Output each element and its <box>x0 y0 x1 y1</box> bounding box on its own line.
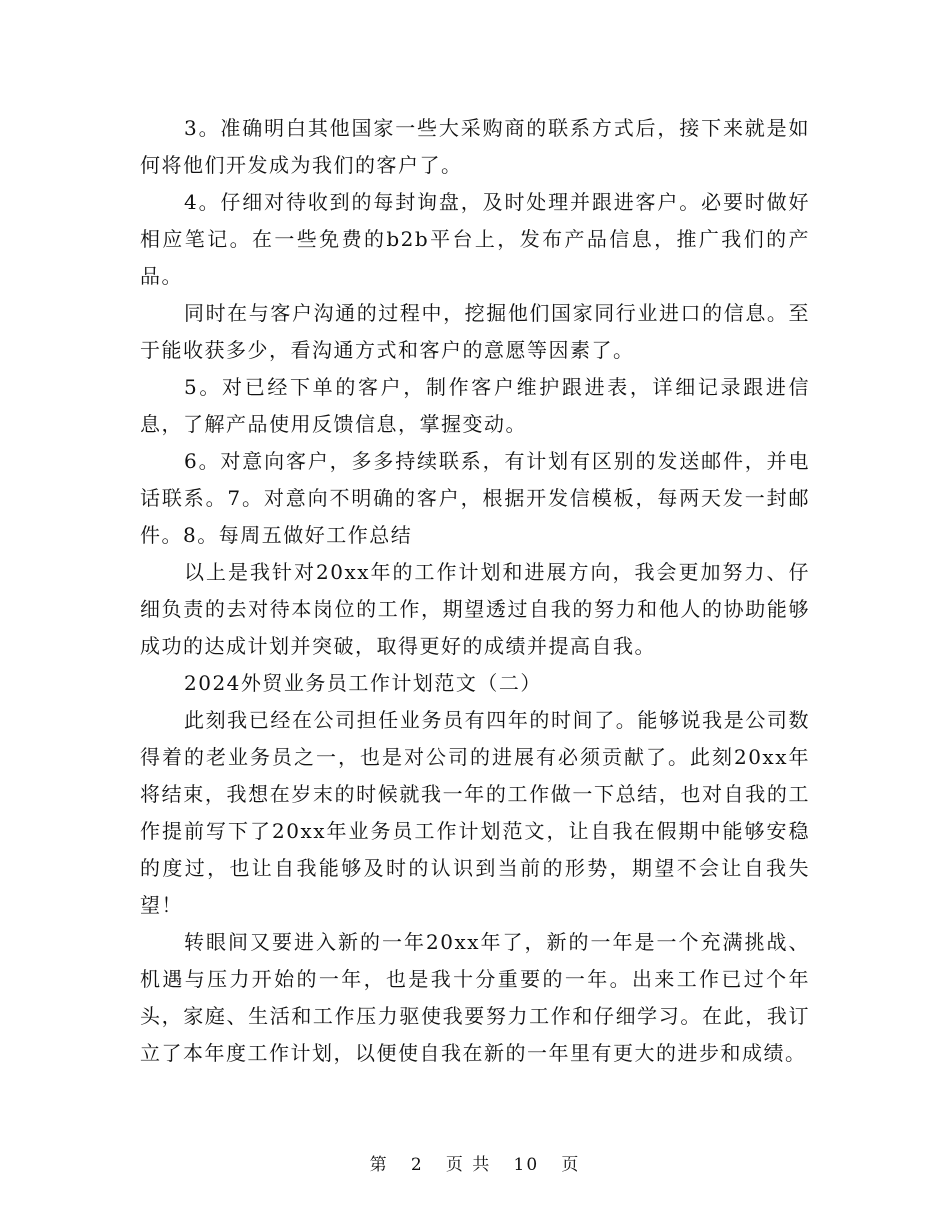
section-heading: 2024外贸业务员工作计划范文（二） <box>184 671 542 695</box>
paragraph-item-5: 5。对已经下单的客户，制作客户维护跟进表，详细记录跟进信息，了解产品使用反馈信息，掌握变动。 <box>140 375 810 436</box>
footer-total-pages: 10 <box>513 1155 540 1175</box>
footer-suffix: 页 <box>561 1155 581 1175</box>
paragraph-intro: 此刻我已经在公司担任业务员有四年的时间了。能够说我是公司数得着的老业务员之一，也是对公司的进展有必须贡献了。此刻20xx年将结束，我想在岁末的时候就我一年的工作做一下总结，也对自我的工作提前写下了20xx年业务员工作计划范文，让自我在假期中能够安稳的度过，也让自我能够及时的认识到当前的形势，期望不会让自我失望！ <box>140 708 810 917</box>
document-body <box>140 110 810 1072</box>
page-footer <box>0 1153 950 1177</box>
paragraph-communication: 同时在与客户沟通的过程中，挖掘他们国家同行业进口的信息。至于能收获多少，看沟通方式和客户的意愿等因素了。 <box>140 301 810 362</box>
footer-current-page: 2 <box>410 1155 424 1175</box>
paragraph-summary: 以上是我针对20xx年的工作计划和进展方向，我会更加努力、仔细负责的去对待本岗位的工作，期望透过自我的努力和他人的协助能够成功的达成计划并突破，取得更好的成绩并提高自我。 <box>140 560 810 658</box>
paragraph-item-4: 4。仔细对待收到的每封询盘，及时处理并跟进客户。必要时做好相应笔记。在一些免费的b2b平台上，发布产品信息，推广我们的产品。 <box>140 190 810 288</box>
footer-middle: 页 共 <box>445 1155 492 1175</box>
paragraph-item-6-8: 6。对意向客户，多多持续联系，有计划有区别的发送邮件，并电话联系。7。对意向不明确的客户，根据开发信模板，每两天发一封邮件。8。每周五做好工作总结 <box>140 449 810 547</box>
footer-prefix: 第 <box>369 1155 389 1175</box>
paragraph-item-3: 3。准确明白其他国家一些大采购商的联系方式后，接下来就是如何将他们开发成为我们的客户了。 <box>140 116 810 177</box>
paragraph-new-year: 转眼间又要进入新的一年20xx年了，新的一年是一个充满挑战、机遇与压力开始的一年，也是我十分重要的一年。出来工作已过个年头，家庭、生活和工作压力驱使我要努力工作和仔细学习。在此，我订立了本年度工作计划，以便使自我在新的一年里有更大的进步和成绩。 <box>140 930 810 1065</box>
